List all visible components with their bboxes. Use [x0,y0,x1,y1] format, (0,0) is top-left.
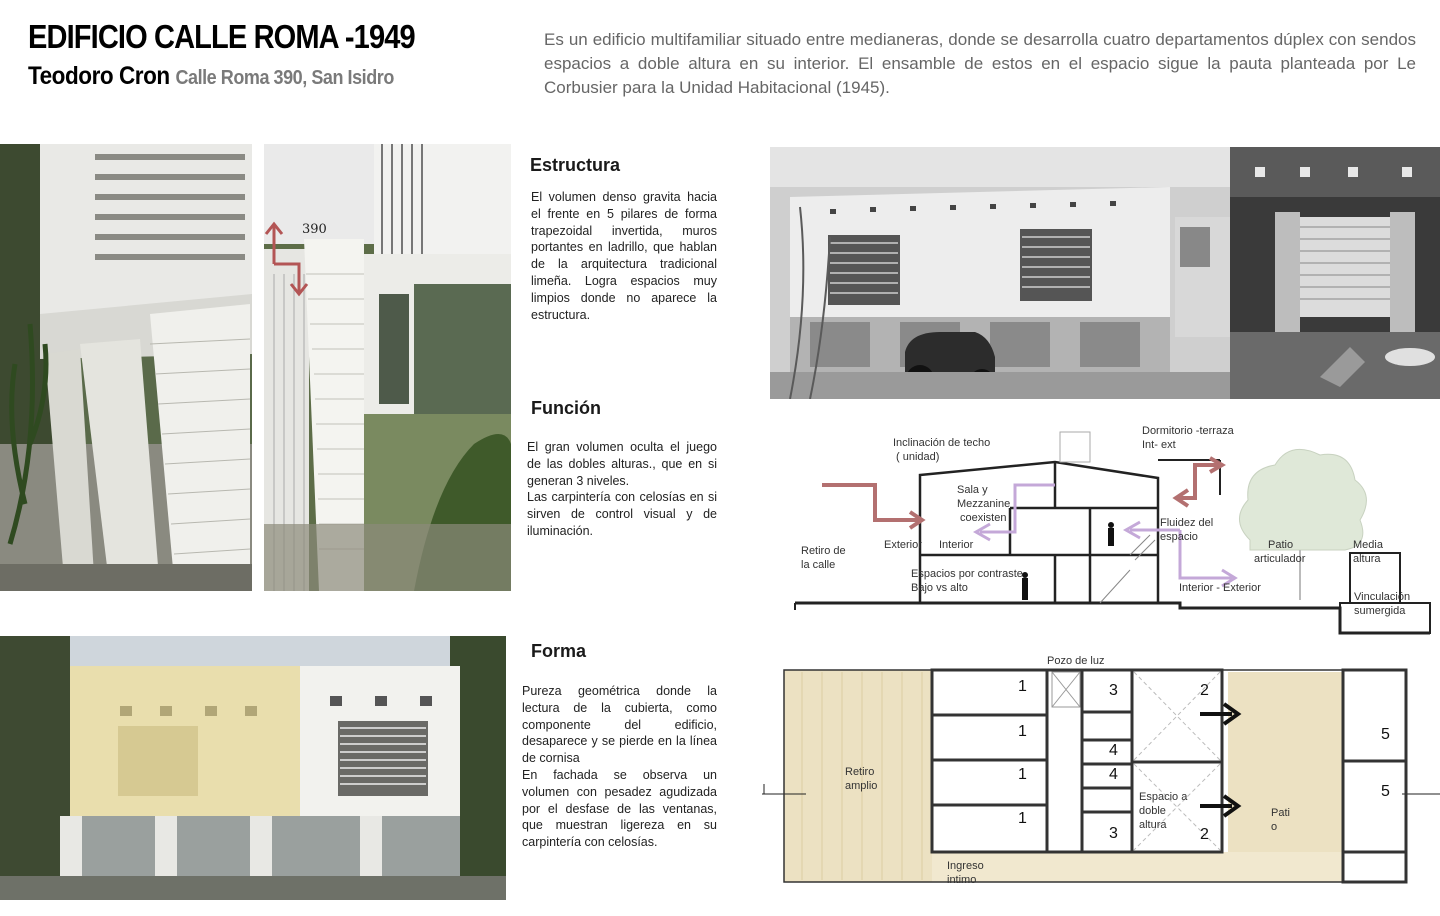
label-espacio-2: doble [1139,805,1166,817]
section-drawing-svg [770,420,1440,640]
heading-funcion: Función [531,398,601,418]
photo-pillar-number [264,144,511,591]
text-forma [522,683,717,851]
label-fluidez [1160,516,1213,544]
label-dormitorio-2: Int- ext [1142,439,1176,451]
label-sala-2: Mezzanine [957,498,1011,510]
page-subtitle [28,62,394,91]
plan-drawing [762,652,1440,892]
heading-forma: Forma [531,641,587,661]
label-vinculacion-2: sumergida [1354,605,1406,617]
photo-historic-exterior [770,147,1230,399]
label-fluidez-2: espacio [1160,531,1198,543]
label-inclinacion [893,436,990,464]
label-interior: Interior [939,539,974,551]
label-patio [1254,538,1305,566]
photo-historic-interior [1230,147,1440,399]
label-ingreso-1: Ingreso [947,860,984,872]
unit-number: 1 [1018,766,1027,783]
label-patio-plan-2: o [1271,821,1278,833]
label-inclinacion-2: ( unidad) [896,451,940,463]
label-retiro-amplio-2: amplio [845,780,878,792]
label-vinculacion [1354,590,1410,618]
label-interior-exterior: Interior - Exterior [1179,582,1261,594]
label-media-1: Media [1353,539,1383,551]
unit-number: 3 [1109,682,1118,699]
text-funcion [527,439,717,540]
label-patio-plan-1: Pati [1271,807,1290,819]
unit-number: 4 [1109,766,1118,783]
label-dormitorio [1142,424,1234,452]
section-drawing [770,420,1440,640]
label-inclinacion-1: Inclinación de techo [893,437,991,449]
label-retiro-1: Retiro de [801,545,846,557]
text-funcion-2: Las carpintería con celosías en si sirven de control visual y de iluminación. [527,490,717,538]
unit-number: 5 [1381,726,1390,743]
label-ingreso-2: intimo [947,874,977,886]
door-number: 390 [302,222,327,237]
label-fluidez-1: Fluidez del [1160,517,1214,529]
label-sala-3: coexisten [960,512,1007,524]
unit-number: 1 [1018,678,1027,695]
label-patio-1: Patio [1268,539,1294,551]
unit-number: 2 [1200,682,1209,699]
unit-number: 1 [1018,723,1027,740]
intro-paragraph: Es un edificio multifamiliar situado entre medianeras, donde se desarrolla cuatro departamentos dúplex con sendos espacios a doble altura en su interior. El ensamble de estos en el espacio sigue la pauta planteada por Le Corbusier para la Unidad Habitacional (1945). [544,30,1416,97]
text-estructura: El volumen denso gravita hacia el frente en 5 pilares de forma trapezoidal invertida, muros portantes en ladrillo, que hablan de la arquitectura tradicional limeña. Logra espacios muy limpios donde no aparece la estructura. [531,190,717,322]
label-media-2: altura [1353,553,1381,565]
label-patio-plan [1271,806,1290,834]
label-espacios-1: Espacios por contraste [911,568,1023,580]
text-funcion-1: El gran volumen oculta el juego de las dobles alturas., que en si generan 3 niveles. [527,440,717,488]
label-exterior: Exterior [884,539,922,551]
label-retiro-amplio [845,765,877,793]
label-dormitorio-1: Dormitorio -terraza [1142,425,1234,437]
unit-number: 4 [1109,742,1118,759]
label-sala-1: Sala y [957,484,988,496]
label-espacio-doble [1139,790,1187,832]
address: Calle Roma 390, San Isidro [175,67,394,89]
photo-pillars [0,144,252,591]
label-patio-2: articulador [1254,553,1306,565]
photo-front-facade [0,636,506,900]
author-name: Teodoro Cron [28,62,170,90]
unit-number: 3 [1109,825,1118,842]
label-espacios-2: Bajo vs alto [911,582,968,594]
label-pozo: Pozo de luz [1047,655,1105,667]
heading-estructura: Estructura [530,155,621,175]
text-forma-2: En fachada se observa un volumen con pesadez agudizada por el desfase de las ventanas, que muestran ligereza en su carpintería con celosías. [522,767,717,850]
label-espacio-1: Espacio a [1139,791,1188,803]
label-media [1353,538,1383,566]
label-retiro-amplio-1: Retiro [845,766,875,778]
unit-number: 5 [1381,783,1390,800]
label-retiro [801,544,846,572]
label-retiro-2: la calle [801,559,836,571]
label-espacio-3: altura [1139,819,1167,831]
page-title: EDIFICIO CALLE ROMA -1949 [28,18,415,55]
label-espacios [911,567,1023,595]
label-vinculacion-1: Vinculación [1354,591,1411,603]
text-forma-1: Pureza geométrica donde la lectura de la cubierta, como componente del edificio, desaparece y se pierde en la línea de cornisa [522,684,717,766]
unit-number: 2 [1200,826,1209,843]
unit-number: 1 [1018,810,1027,827]
label-ingreso [947,859,984,887]
label-sala [957,483,1010,525]
